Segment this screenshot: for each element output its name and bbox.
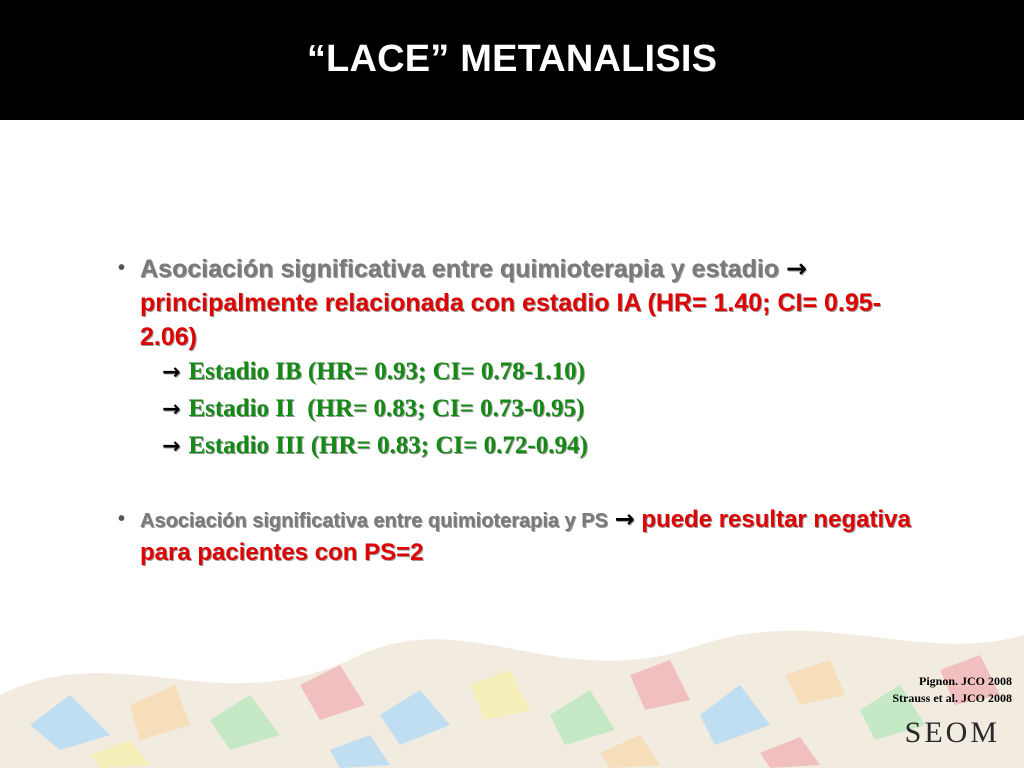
- seom-logo: SEOM: [904, 716, 1000, 749]
- bullet-marker: •: [118, 257, 126, 279]
- references: [892, 673, 1012, 707]
- bullet-2-red-text: puede resultar negativa para pacientes con PS=2: [140, 506, 911, 566]
- bullet-1-red-text: principalmente relacionada con estadio IA (HR= 1.40; CI= 0.95-2.06): [140, 289, 881, 351]
- title-bar: [0, 0, 1024, 120]
- bullet-marker: •: [118, 508, 126, 530]
- stage-item: [162, 428, 918, 465]
- reference-2: Strauss et al. JCO 2008: [892, 691, 1012, 705]
- bullet-1-text: [140, 252, 918, 354]
- mosaic-background: [0, 575, 1024, 768]
- bullet-1: [118, 252, 918, 465]
- bullet-2-gray-text: Asociación significativa entre quimioterapia y PS: [140, 510, 608, 532]
- stage-item-text: Estadio IB (HR= 0.93; CI= 0.78-1.10): [188, 358, 585, 385]
- slide-content: [118, 252, 918, 569]
- stage-item-text: Estadio III (HR= 0.83; CI= 0.72-0.94): [188, 432, 588, 459]
- arrow-icon: →: [614, 505, 635, 533]
- arrow-icon: →: [786, 254, 807, 283]
- arrow-icon: →: [162, 434, 181, 459]
- stage-item: [162, 391, 918, 428]
- arrow-icon: →: [162, 360, 181, 385]
- reference-1: Pignon. JCO 2008: [918, 674, 1012, 688]
- bullet-2: [118, 503, 918, 569]
- stage-list: [162, 354, 918, 465]
- stage-item-text: Estadio II (HR= 0.83; CI= 0.73-0.95): [188, 395, 585, 422]
- stage-item: [162, 354, 918, 391]
- bullet-1-gray-text: Asociación significativa entre quimioterapia y estadio: [140, 255, 780, 283]
- slide-title: “LACE” METANALISIS: [306, 38, 718, 80]
- arrow-icon: →: [162, 397, 181, 422]
- bullet-2-text: [140, 503, 918, 569]
